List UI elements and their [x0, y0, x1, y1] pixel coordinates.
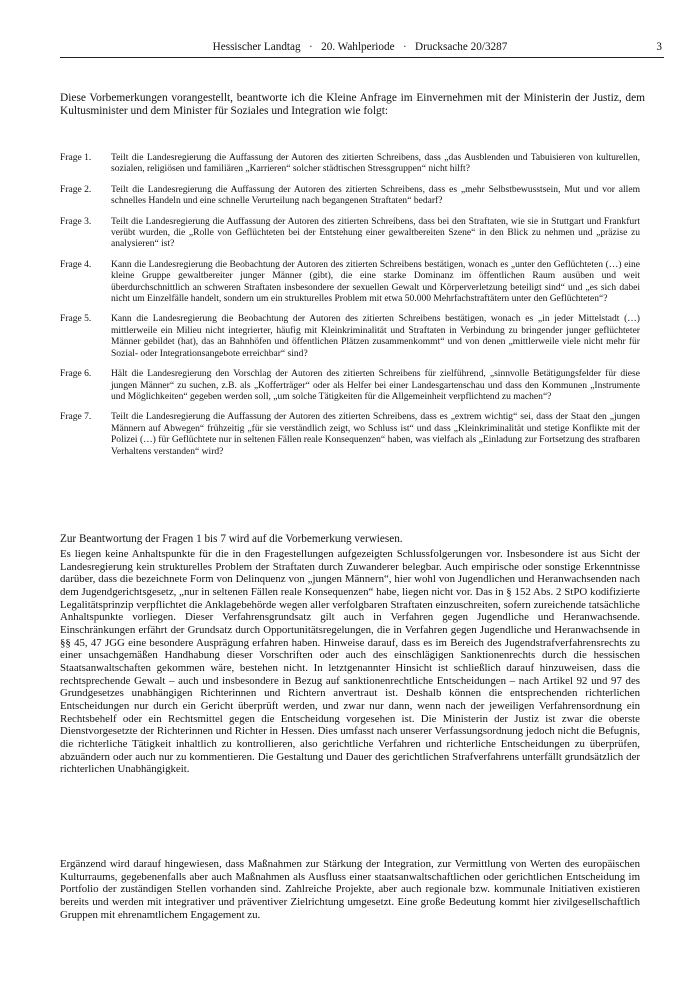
question-label: Frage 7. [60, 411, 92, 423]
question-label: Frage 4. [60, 258, 92, 270]
question-item [60, 259, 640, 305]
question-text: Kann die Landesregierung die Beobachtung der Autoren des zitierten Schreibens bestätigen, wonach es „unter den Geflüchteten (…) eine kleine Gruppe gewaltbereiter junger Männer (gibt), die eine starke Dominanz im öffentlichen Raum ausüben und weit überdurchschnittlich an schweren Straftaten insbesondere der sexuellen Gewalt und Körperverletzung beteiligt sind“ und „es sich dabei nicht um Einzelfälle handelt, sondern um ein strukturelles Problem mit etwa 50.000 Mehrfachstraftätern unter den Geflüchteten“? [111, 258, 640, 305]
header-rule [60, 57, 664, 58]
question-label: Frage 3. [60, 215, 92, 227]
question-label: Frage 6. [60, 368, 92, 380]
question-item [60, 368, 640, 402]
question-item [60, 411, 640, 457]
page-number: 3 [656, 41, 662, 53]
supplementary-paragraph: Ergänzend wird darauf hingewiesen, dass Maßnahmen zur Stärkung der Integration, zur Vermittlung von Werten des europäischen Kulturraums, gegebenenfalls aber auch Maßnahmen als Ausfluss einer staatsanwaltschaftlichen oder gerichtlichen Entscheidung im Portfolio der zuständigen Stellen vorhanden sind. Zahlreiche Projekte, aber auch regionale bzw. kommunale Initiativen existieren bereits und werden mit integrativer und präventiver Zielrichtung umgesetzt. Eine große Bedeutung kommt hier zivilgesellschaftlich Gruppen mit ehrenamtlichem Engagement zu. [60, 858, 640, 921]
question-label: Frage 2. [60, 183, 92, 195]
question-label: Frage 5. [60, 313, 92, 325]
question-item [60, 216, 640, 250]
question-item [60, 152, 640, 175]
question-item [60, 184, 640, 207]
question-text: Teilt die Landesregierung die Auffassung der Autoren des zitierten Schreibens, dass es „extrem wichtig“ sei, dass der Staat den „jungen Männern auf Abwegen“ frühzeitig „für sie verständlich zeigt, wo Schluss ist“ und dass „Kleinkriminalität und stetige Konflikte mit der Polizei (…) für Geflüchtete nur in seltenen Fällen reale Konsequenzen“ haben, was vielfach als „Einladung zur Fortsetzung des strafbaren Verhaltens verstanden“ wird? [111, 411, 640, 457]
question-text: Teilt die Landesregierung die Auffassung der Autoren des zitierten Schreibens, dass es „mehr Selbstbewusstsein, Mut und vor allem schnelles Handeln und eine schnelle Verurteilung nach begangenen Straftaten“ bedarf? [111, 183, 640, 207]
questions-list [60, 152, 640, 466]
question-item [60, 313, 640, 359]
answer-paragraph: Es liegen keine Anhaltspunkte für die in den Fragestellungen aufgezeigten Schlussfolgerungen vor. Insbesondere ist aus Sicht der Landesregierung kein strukturelles Problem der Straftaten durch Zuwanderer belegbar. Auch empirische oder sonstige Erkenntnisse darüber, dass die bezeichnete Form von Delinquenz von „jungen Männern“, hier wohl von Jugendlichen und Heranwachsenden nach dem Jugendgerichtsgesetz, „nur in seltenen Fällen reale Konsequenzen“ habe, liegen nicht vor. Das in § 152 Abs. 2 StPO kodifizierte Legalitätsprinzip verpflichtet die Anklagebehörde wegen aller verfolgbaren Straftaten einzuschreiten, sofern zureichende tatsächliche Anhaltspunkte vorliegen. Dieser Verfahrensgrundsatz gilt auch in Verfahren gegen Jugendliche und Heranwachsende. Einschränkungen erfährt der Grundsatz durch Opportunitätsregelungen, die in Verfahren gegen Jugendliche und Heranwachsende in §§ 45, 47 JGG eine besondere Ausprägung erfahren haben. Hinweise darauf, dass es im Bereich des Jugendstrafverfahrensrechts zu einer unsachgemäßen Handhabung dieser Vorschriften oder auch des einschlägigen Sanktionenrechts durch die hessischen Staatsanwaltschaften gekommen wäre, bestehen nicht. In letztgenannter Hinsicht ist schließlich darauf hinzuweisen, dass die rechtsprechende Gewalt – auch und insbesondere in Bezug auf sanktionenrechtliche Entscheidungen – nach Artikel 92 und 97 des Grundgesetzes unabhängigen Richterinnen und Richtern anvertraut ist. Deshalb können die entsprechenden richterlichen Entscheidungen nur durch ein Gericht überprüft werden, und zwar nur dann, wenn nach der jeweiligen Verfahrensordnung ein Rechtsbehelf oder ein Rechtsmittel gegen die Entscheidung vorgesehen ist. Die Ministerin der Justiz ist zwar die oberste Dienstvorgesetzte der Richterinnen und Richter in Hessen. Dies umfasst nach unserer Verfassungsordnung jedoch nicht die Befugnis, die richterliche Tätigkeit inhaltlich zu kontrollieren, also gerichtliche Verfahren und richterliche Entscheidungen zu überprüfen, abzuändern oder auch nur zu kommentieren. Die Gestaltung und Dauer des gerichtlichen Strafverfahrens unterfällt grundsätzlich der richterlichen Unabhängigkeit. [60, 548, 640, 776]
question-text: Kann die Landesregierung die Beobachtung der Autoren des zitierten Schreibens bestätigen, wonach es „in jeder Mittelstadt (…) mittlerweile ein Milieu nicht integrierter, häufig mit Kleinkriminalität und Straftaten in Verbindung zu bringender junger geflüchteter Männer gebildet (hat), das an Bahnhöfen und öffentlichen Plätzen zusammenkommt“ und von denen „mittlerweile viele nicht mehr für Sozial- oder Integrationsangebote erreichbar“ sind? [111, 313, 640, 359]
question-text: Teilt die Landesregierung die Auffassung der Autoren des zitierten Schreibens, dass bei den Straftaten, wie sie in Stuttgart und Frankfurt verübt wurden, die „Rolle von Geflüchteten bei der Entstehung einer gewaltbereiten Szene“ in den Blick zu nehmen und „präzise zu analysieren“ ist? [111, 215, 640, 250]
intro-paragraph: Diese Vorbemerkungen vorangestellt, beantworte ich die Kleine Anfrage im Einvernehmen mit der Ministerin der Justiz, dem Kultusminister und dem Minister für Soziales und Integration wie folgt: [60, 92, 645, 118]
question-text: Teilt die Landesregierung die Auffassung der Autoren des zitierten Schreibens, dass „das Ausblenden und Tabuisieren von kulturellen, sozialen, religiösen und familiären „Karrieren“ solcher städtischen Stressgruppen“ nicht hilft? [111, 152, 640, 175]
running-title: Hessischer Landtag · 20. Wahlperiode · Drucksache 20/3287 [212, 41, 508, 53]
question-text: Hält die Landesregierung den Vorschlag der Autoren des zitierten Schreibens für zielführend, „sinnvolle Betätigungsfelder für diese jungen Männer“ zu suchen, z.B. als „Kofferträger“ oder als Helfer bei einer Landesgartenschau und dass den Kommunen „Instrumente und Möglichkeiten“ gegeben werden soll, „um solche Tätigkeiten für die Allgemeinheit verpflichtend zu machen“? [111, 368, 640, 402]
question-label: Frage 1. [60, 152, 92, 163]
answer-reference: Zur Beantwortung der Fragen 1 bis 7 wird auf die Vorbemerkung verwiesen. [60, 533, 403, 545]
